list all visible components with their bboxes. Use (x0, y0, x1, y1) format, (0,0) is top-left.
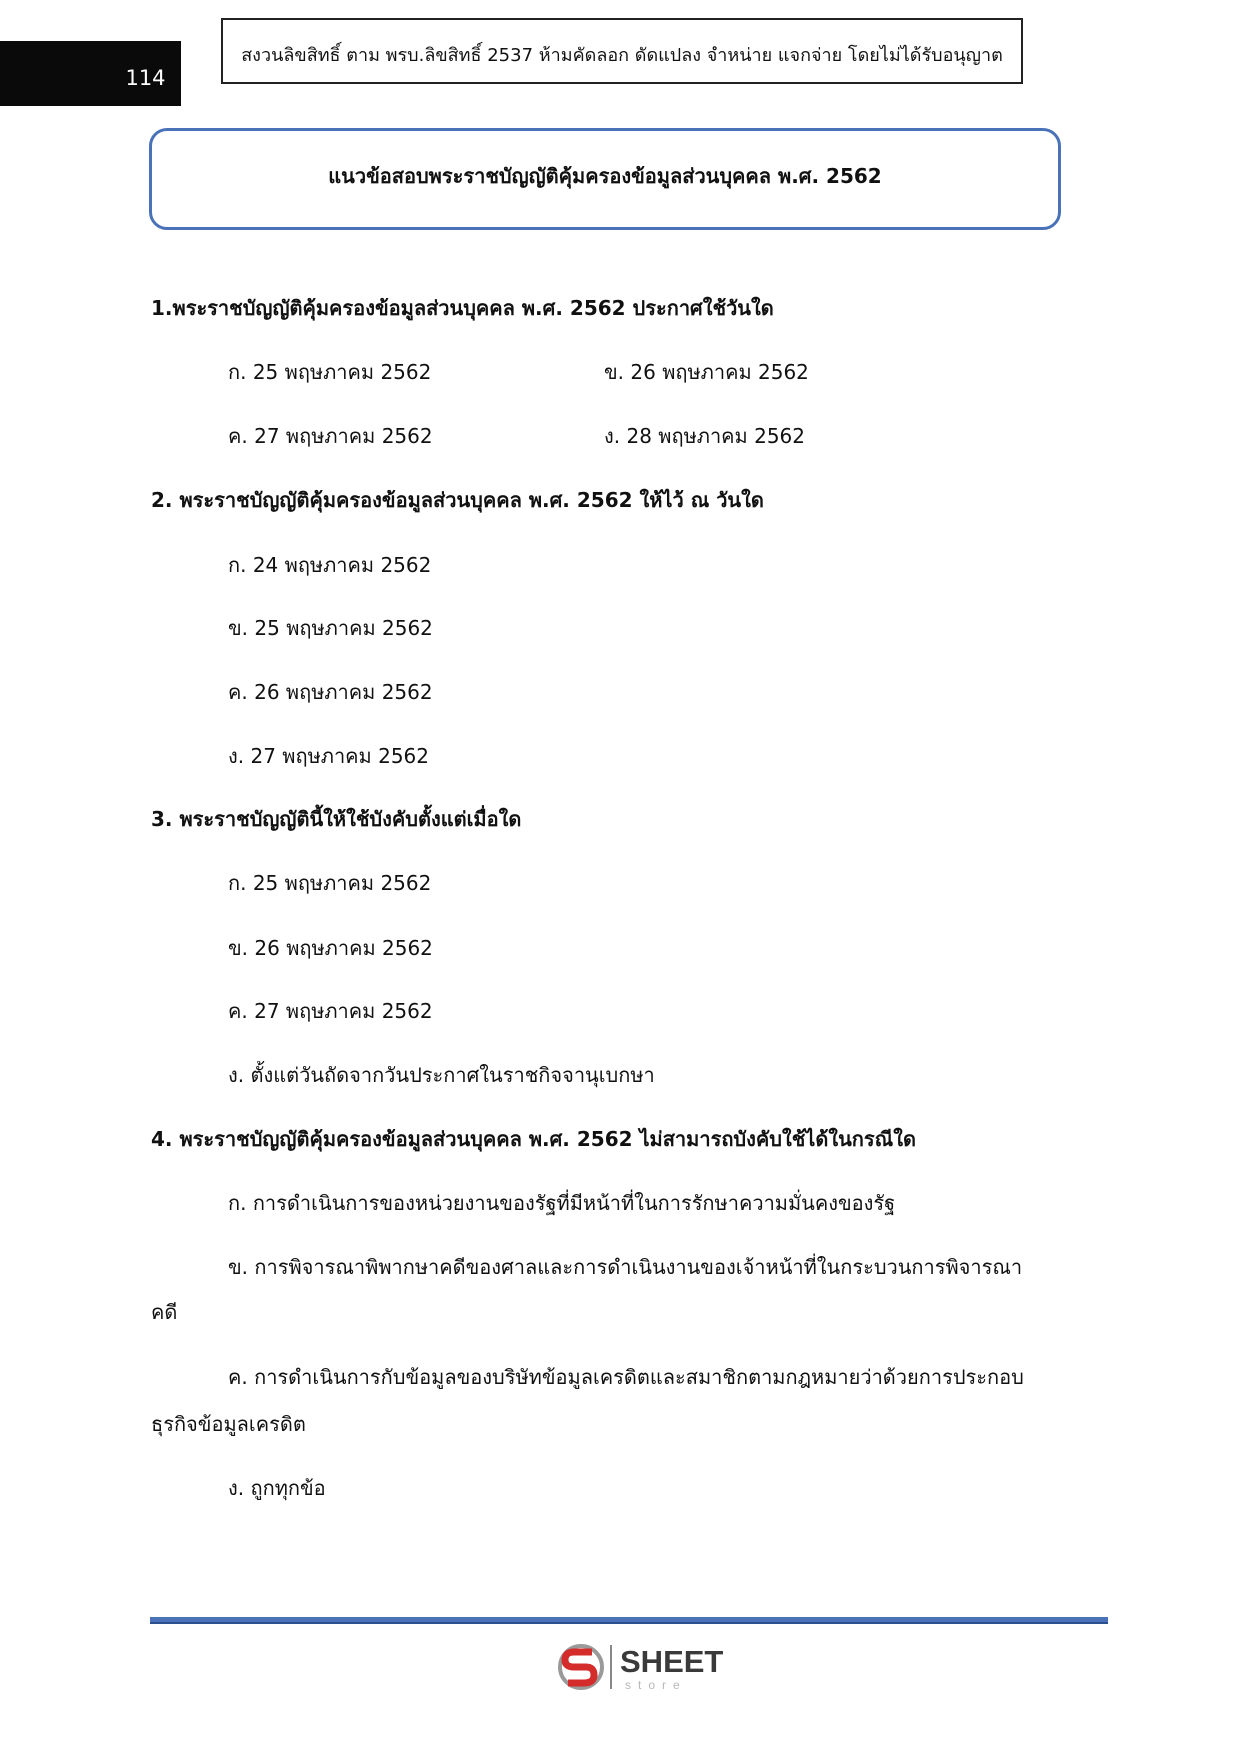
logo-wordmark: SHEET (620, 1644, 724, 1679)
sheet-store-logo (556, 1640, 726, 1696)
question-2: 2. พระราชบัญญัติคุ้มครองข้อมูลส่วนบุคคล พ.ศ. 2562 ให้ไว้ ณ วันใด (151, 488, 764, 512)
q3-option-c: ค. 27 พฤษภาคม 2562 (228, 999, 433, 1023)
q4-option-b: ข. การพิจารณาพิพากษาคดีของศาลและการดำเนินงานของเจ้าหน้าที่ในกระบวนการพิจารณา (228, 1255, 1023, 1279)
q1-option-d: ง. 28 พฤษภาคม 2562 (604, 424, 805, 448)
q4-option-b-continuation: คดี (151, 1300, 178, 1324)
q4-option-d: ง. ถูกทุกข้อ (228, 1476, 326, 1500)
copyright-notice: สงวนลิขสิทธิ์ ตาม พรบ.ลิขสิทธิ์ 2537 ห้ามคัดลอก ดัดแปลง จำหน่าย แจกจ่าย โดยไม่ได้รับอนุญาต (221, 18, 1023, 84)
q3-option-d: ง. ตั้งแต่วันถัดจากวันประกาศในราชกิจจานุเบกษา (228, 1063, 655, 1087)
sheet-store-s-icon (556, 1640, 606, 1692)
q2-option-d: ง. 27 พฤษภาคม 2562 (228, 744, 429, 768)
logo-divider (610, 1645, 612, 1689)
q2-option-a: ก. 24 พฤษภาคม 2562 (228, 553, 432, 577)
q3-option-a: ก. 25 พฤษภาคม 2562 (228, 871, 432, 895)
question-3: 3. พระราชบัญญัตินี้ให้ใช้บังคับตั้งแต่เมื่อใด (151, 807, 522, 831)
q1-option-a: ก. 25 พฤษภาคม 2562 (228, 360, 432, 384)
q3-option-b: ข. 26 พฤษภาคม 2562 (228, 936, 433, 960)
q1-option-b: ข. 26 พฤษภาคม 2562 (604, 360, 809, 384)
question-1: 1.พระราชบัญญัติคุ้มครองข้อมูลส่วนบุคคล พ.ศ. 2562 ประกาศใช้วันใด (151, 296, 774, 320)
page-title: แนวข้อสอบพระราชบัญญัติคุ้มครองข้อมูลส่วนบุคคล พ.ศ. 2562 (149, 128, 1061, 230)
page-number: 114 (125, 65, 166, 90)
question-4: 4. พระราชบัญญัติคุ้มครองข้อมูลส่วนบุคคล พ.ศ. 2562 ไม่สามารถบังคับใช้ได้ในกรณีใด (151, 1127, 916, 1151)
q4-option-c: ค. การดำเนินการกับข้อมูลของบริษัทข้อมูลเครดิตและสมาชิกตามกฎหมายว่าด้วยการประกอบ (228, 1365, 1024, 1389)
page-number-box (0, 41, 181, 106)
footer-divider (150, 1617, 1108, 1624)
q2-option-c: ค. 26 พฤษภาคม 2562 (228, 680, 433, 704)
q2-option-b: ข. 25 พฤษภาคม 2562 (228, 616, 433, 640)
logo-subtext: store (625, 1678, 687, 1692)
q4-option-a: ก. การดำเนินการของหน่วยงานของรัฐที่มีหน้าที่ในการรักษาความมั่นคงของรัฐ (228, 1191, 896, 1215)
q1-option-c: ค. 27 พฤษภาคม 2562 (228, 424, 433, 448)
q4-option-c-continuation: ธุรกิจข้อมูลเครดิต (151, 1412, 306, 1436)
